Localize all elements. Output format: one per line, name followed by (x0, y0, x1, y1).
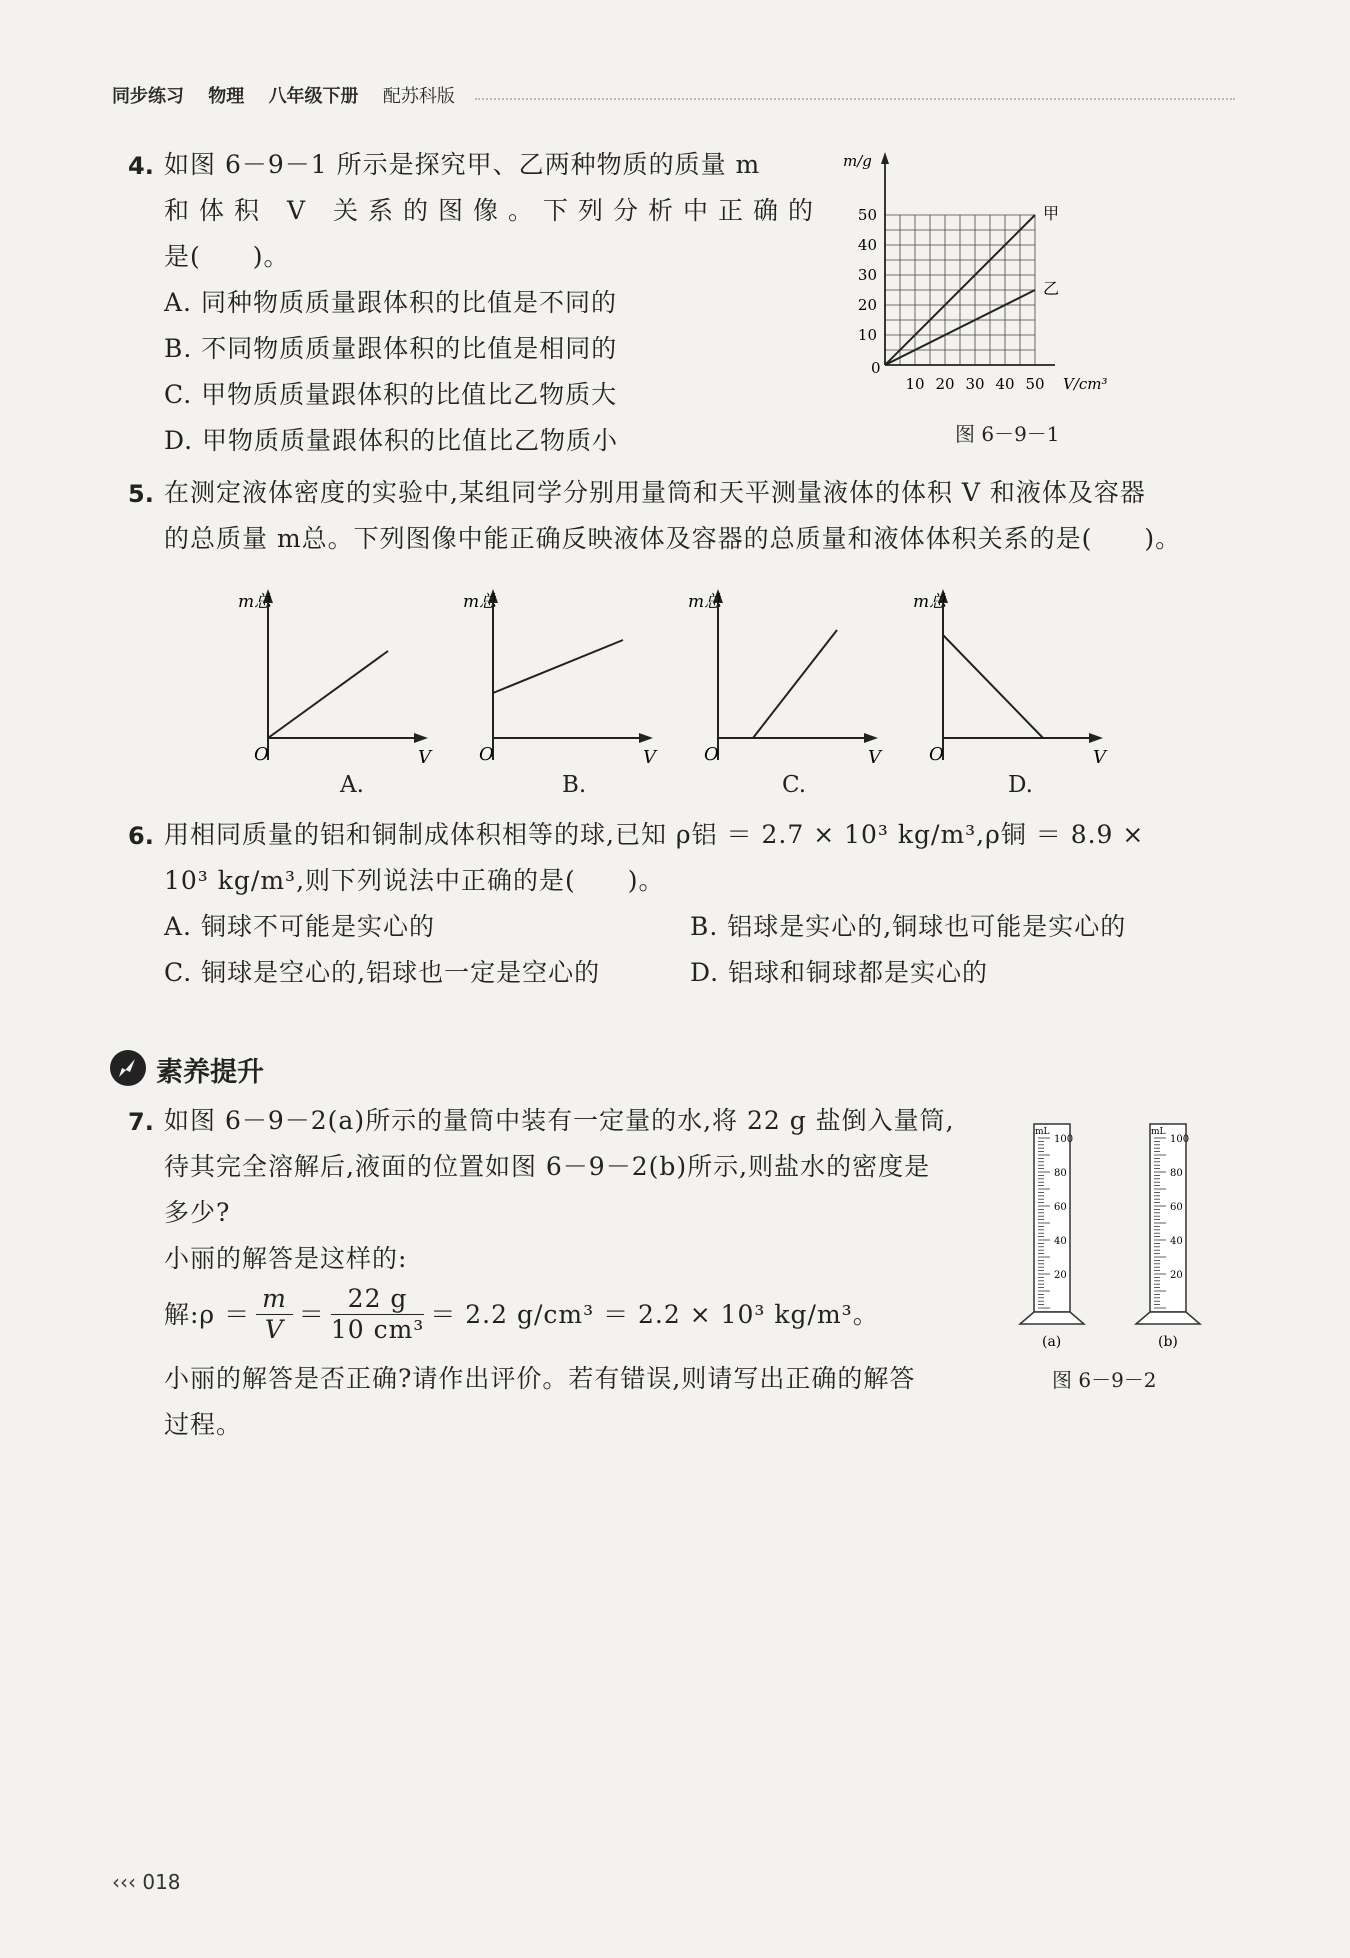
cylinder-a-label: (a) (1042, 1334, 1062, 1350)
q7-frac2-num: 22 g (331, 1284, 425, 1315)
q7-frac2-den: 10 cm³ (330, 1315, 425, 1344)
graph-c-line (753, 630, 837, 738)
y-axis-label: m/g (843, 152, 872, 170)
q7-line2: 待其完全溶解后,液面的位置如图 6－9－2(b)所示,则盐水的密度是 (164, 1152, 931, 1181)
q7-eq: ＝ (298, 1299, 325, 1329)
figure-6-9-2-caption: 图 6－9－2 (1052, 1368, 1157, 1392)
figure-6-9-1-chart (840, 150, 1170, 400)
graph-d-origin: O (929, 744, 944, 765)
cylinder-b-tick-label: 60 (1170, 1202, 1183, 1213)
graph-a-ylabel: m总 (238, 592, 272, 612)
q5-graph-b (455, 585, 675, 775)
y-axis-arrow (881, 152, 889, 164)
cylinder-a-tick-label: 40 (1054, 1236, 1067, 1247)
figure-6-9-1-caption: 图 6－9－1 (955, 422, 1060, 446)
cylinder-b-tick-label: 20 (1170, 1270, 1183, 1281)
graph-a-origin: O (254, 744, 269, 765)
q7-line6: 小丽的解答是否正确?请作出评价。若有错误,则请写出正确的解答 (164, 1364, 916, 1393)
graph-c-ylabel: m总 (688, 592, 722, 612)
graph-b-ylabel: m总 (463, 592, 497, 612)
q5-graph-c (680, 585, 900, 775)
cylinder-a-tick-label: 100 (1054, 1134, 1074, 1145)
graph-b-origin: O (479, 744, 494, 765)
y-tick-label: 50 (857, 206, 877, 224)
x-tick-label: 40 (995, 375, 1015, 393)
q7-solution-equation (164, 1284, 879, 1345)
q7-sol-prefix: 解:ρ ＝ (164, 1299, 251, 1329)
section-title: 素养提升 (156, 1057, 264, 1088)
q5-label-b: B. (562, 772, 587, 798)
header-book: 同步练习 (112, 86, 184, 107)
cylinder-b-tick-label: 80 (1170, 1168, 1183, 1179)
cylinder-b-label: (b) (1158, 1334, 1178, 1350)
series-label-1: 乙 (1043, 279, 1060, 298)
q5-line2: 的总质量 m总。下列图像中能正确反映液体及容器的总质量和液体体积关系的是( )。 (164, 524, 1182, 553)
series-label-0: 甲 (1043, 204, 1060, 223)
cylinder-b-tick-label: 40 (1170, 1236, 1183, 1247)
x-axis-label: V/cm³ (1063, 375, 1108, 393)
header-rule (475, 98, 1235, 100)
q4-option-d: D. 甲物质质量跟体积的比值比乙物质小 (164, 426, 619, 455)
cylinder-a-tick-label: 20 (1054, 1270, 1067, 1281)
q5-label-c: C. (782, 772, 807, 798)
q7-fraction-values (331, 1284, 425, 1345)
cylinder-b-base (1136, 1312, 1200, 1324)
q5-label-d: D. (1008, 772, 1033, 798)
graph-a-line (268, 651, 388, 738)
q5-number: 5. (128, 480, 154, 508)
q4-line3: 是( )。 (164, 242, 290, 271)
x-tick-label: 10 (905, 375, 925, 393)
q6-option-b: B. 铝球是实心的,铜球也可能是实心的 (690, 912, 1127, 941)
cylinder-b-tick-label: 100 (1170, 1134, 1190, 1145)
header-grade: 八年级下册 (268, 86, 359, 107)
graph-d-line (943, 635, 1043, 738)
q7-line3: 多少? (164, 1198, 231, 1227)
q7-line4: 小丽的解答是这样的: (164, 1244, 408, 1273)
q7-frac1-den: V (264, 1315, 284, 1344)
x-tick-label: 50 (1025, 375, 1045, 393)
cylinder-a-tick-label: 60 (1054, 1202, 1067, 1213)
q5-line1: 在测定液体密度的实验中,某组同学分别用量筒和天平测量液体的体积 V 和液体及容器 (164, 478, 1146, 507)
y-tick-label: 10 (857, 326, 877, 344)
q5-graph-d (905, 585, 1125, 775)
graph-c-origin: O (704, 744, 719, 765)
y-tick-label: 40 (857, 236, 877, 254)
q4-option-b: B. 不同物质质量跟体积的比值是相同的 (164, 334, 618, 363)
header-subject: 物理 (208, 86, 245, 107)
q6-option-c: C. 铜球是空心的,铝球也一定是空心的 (164, 958, 601, 987)
graph-d-xlabel: V (1093, 747, 1106, 768)
graph-c-xlabel: V (868, 747, 881, 768)
x-tick-label: 30 (965, 375, 985, 393)
graph-d-ylabel: m总 (913, 592, 947, 612)
q7-fraction-m-over-v (256, 1284, 293, 1345)
q4-number: 4. (128, 152, 154, 180)
origin-label: 0 (871, 359, 881, 377)
cylinder-a-unit: mL (1035, 1127, 1050, 1137)
cylinder-a-tick-label: 80 (1054, 1168, 1067, 1179)
page-header (112, 82, 473, 108)
cylinder-b-unit: mL (1151, 1127, 1166, 1137)
q6-line1: 用相同质量的铝和铜制成体积相等的球,已知 ρ铝 ＝ 2.7 × 10³ kg/m³,ρ铜 ＝ 8.9 × (164, 820, 1145, 849)
q6-option-a: A. 铜球不可能是实心的 (164, 912, 435, 941)
rocket-icon (108, 1048, 148, 1092)
header-edition: 配苏科版 (382, 86, 455, 107)
q7-line1: 如图 6－9－2(a)所示的量筒中装有一定量的水,将 22 g 盐倒入量筒, (164, 1106, 955, 1135)
q7-frac1-num: m (256, 1284, 293, 1315)
figure-6-9-2-cylinders (1010, 1112, 1210, 1352)
q7-number: 7. (128, 1108, 154, 1136)
q5-label-a: A. (340, 772, 364, 798)
cylinder-a-base (1020, 1312, 1084, 1324)
page-number: ‹‹‹ 018 (112, 1870, 181, 1894)
graph-a-xlabel: V (418, 747, 431, 768)
q7-line7: 过程。 (164, 1410, 243, 1439)
q4-option-c: C. 甲物质质量跟体积的比值比乙物质大 (164, 380, 618, 409)
y-tick-label: 20 (857, 296, 877, 314)
q6-number: 6. (128, 822, 154, 850)
q4-line2: 和体积 V 关系的图像。下列分析中正确的 (164, 196, 823, 225)
y-tick-label: 30 (857, 266, 877, 284)
q7-sol-rest: ＝ 2.2 g/cm³ ＝ 2.2 × 10³ kg/m³。 (430, 1299, 879, 1329)
graph-b-xlabel: V (643, 747, 656, 768)
q6-line2: 10³ kg/m³,则下列说法中正确的是( )。 (164, 866, 665, 895)
q6-option-d: D. 铝球和铜球都是实心的 (690, 958, 989, 987)
q4-line1: 如图 6－9－1 所示是探究甲、乙两种物质的质量 m (164, 150, 761, 179)
q4-option-a: A. 同种物质质量跟体积的比值是不同的 (164, 288, 617, 317)
q5-graph-a (230, 585, 450, 775)
graph-b-line (493, 640, 623, 693)
x-tick-label: 20 (935, 375, 955, 393)
